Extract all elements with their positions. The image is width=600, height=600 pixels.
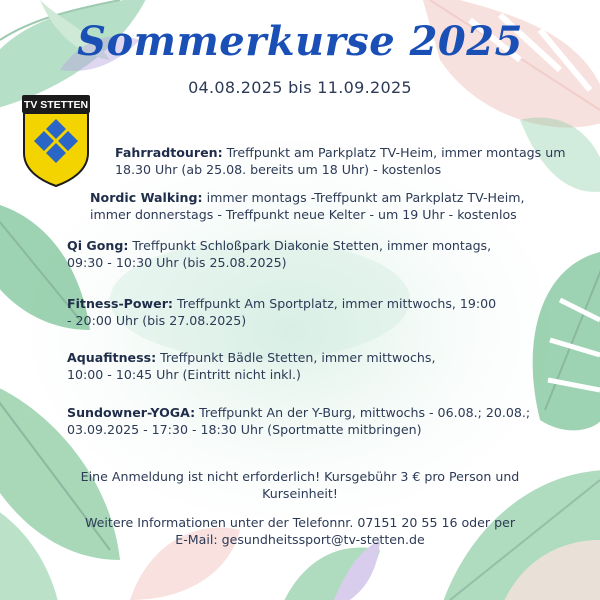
course-fitness-power: Fitness-Power: Treffpunkt Am Sportplatz, immer mittwochs, 19:00 - 20:00 Uhr (bis 27.08.2025) xyxy=(67,296,497,328)
course-qi-gong: Qi Gong: Treffpunkt Schloßpark Diakonie Stetten, immer montags, 09:30 - 10:30 Uhr (bis 25.08.2025) xyxy=(67,238,492,270)
contact-phone: Weitere Informationen unter der Telefonnr. 07151 20 55 16 oder per xyxy=(84,515,516,530)
registration-note: Eine Anmeldung ist nicht erforderlich! Kursgebühr 3 € pro Person und Kurseinheit! xyxy=(80,469,520,501)
course-nordic-walking: Nordic Walking: immer montags -Treffpunkt am Parkplatz TV-Heim, immer donnerstags - Treffpunkt neue Kelter - um 19 Uhr - kostenlos xyxy=(90,190,525,222)
date-range: 04.08.2025 bis 11.09.2025 xyxy=(188,78,412,97)
logo-text: TV STETTEN xyxy=(23,99,89,111)
course-sundowner-yoga: Sundowner-YOGA: Treffpunkt An der Y-Burg, mittwochs - 06.08.; 20.08.; 03.09.2025 - 17:30 - 18:30 Uhr (Sportmatte mitbringen) xyxy=(67,405,531,437)
contact-info xyxy=(60,514,540,548)
contact-email: E-Mail: gesundheitssport@tv-stetten.de xyxy=(175,532,425,547)
course-fahrradtouren: Fahrradtouren: Treffpunkt am Parkplatz TV-Heim, immer montags um 18.30 Uhr (ab 25.08. bereits um 18 Uhr) - kostenlos xyxy=(115,145,566,177)
club-logo xyxy=(22,95,90,187)
page-title: Sommerkurse 2025 xyxy=(77,18,523,65)
course-aquafitness: Aquafitness: Treffpunkt Bädle Stetten, immer mittwochs, 10:00 - 10:45 Uhr (Eintritt nicht inkl.) xyxy=(67,350,436,382)
